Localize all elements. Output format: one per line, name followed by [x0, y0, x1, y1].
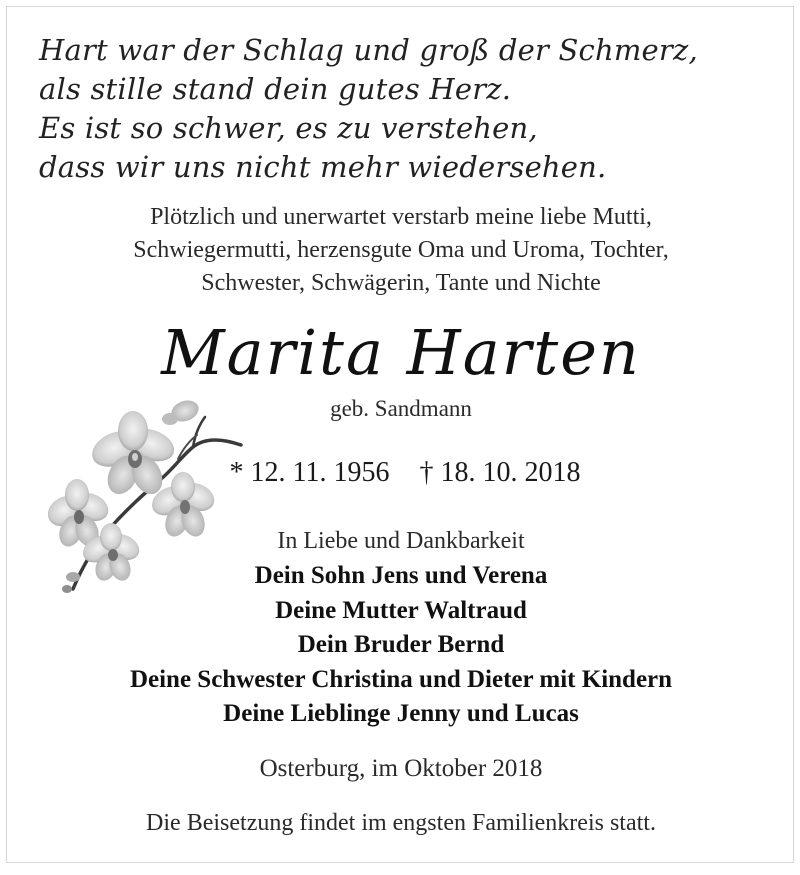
poem-line: Hart war der Schlag und groß der Schmerz,	[39, 33, 698, 67]
mourner-line: Deine Schwester Christina und Dieter mit Kindern	[129, 665, 673, 693]
poem-line: dass wir uns nicht mehr wiedersehen.	[39, 150, 607, 184]
mourner-line: Dein Sohn Jens und Verena	[254, 562, 548, 589]
mourners-list	[7, 559, 795, 732]
maiden-name: geb. Sandmann	[330, 396, 472, 421]
poem-line: als stille stand dein gutes Herz.	[39, 72, 512, 106]
mourner-line: Dein Bruder Bernd	[297, 631, 505, 658]
signoff-text: In Liebe und Dankbarkeit	[277, 528, 525, 554]
death-date: † 18. 10. 2018	[419, 457, 581, 488]
burial-note: Die Beisetzung findet im engsten Familienkreis statt.	[146, 810, 656, 836]
life-dates	[195, 455, 615, 491]
memorial-poem	[39, 31, 759, 187]
deceased-name: Marita Harten	[161, 316, 641, 389]
birth-date: * 12. 11. 1956	[229, 457, 390, 488]
announcement-line: Schwester, Schwägerin, Tante und Nichte	[201, 270, 601, 296]
place-date: Osterburg, im Oktober 2018	[259, 755, 543, 782]
mourner-line: Deine Lieblinge Jenny und Lucas	[223, 700, 579, 727]
death-announcement	[7, 201, 795, 300]
poem-line: Es ist so schwer, es zu verstehen,	[39, 111, 538, 145]
mourner-line: Deine Mutter Waltraud	[275, 596, 527, 624]
announcement-line: Plötzlich und unerwartet verstarb meine liebe Mutti,	[150, 204, 652, 230]
obituary-notice	[6, 6, 794, 863]
announcement-line: Schwiegermutti, herzensgute Oma und Uroma, Tochter,	[133, 237, 669, 263]
